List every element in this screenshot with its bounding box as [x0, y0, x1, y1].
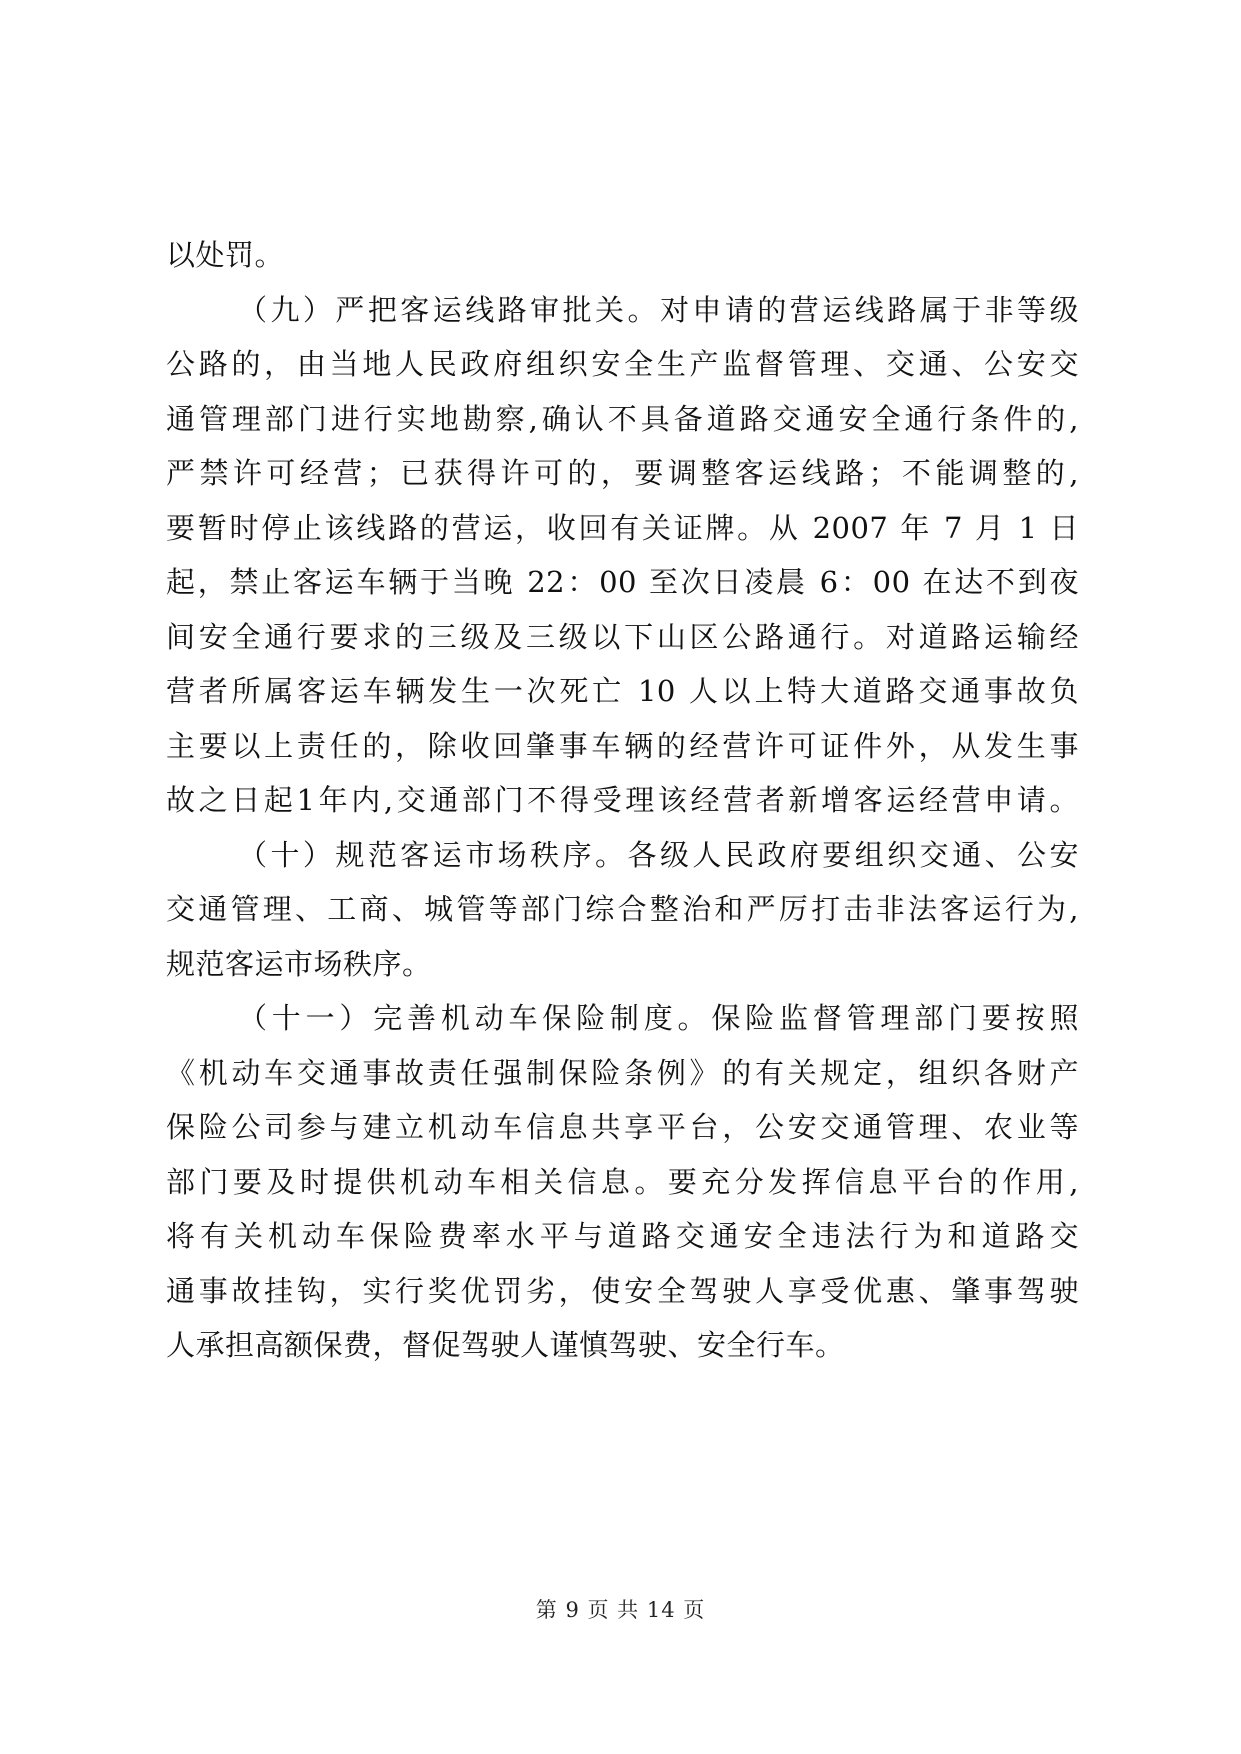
paragraph-line: 营者所属客运车辆发生一次死亡 10 人以上特大道路交通事故负 [166, 674, 1079, 708]
paragraph-line: 将有关机动车保险费率水平与道路交通安全违法行为和道路交 [166, 1219, 1079, 1253]
paragraph-line: 规范客运市场秩序。 [166, 946, 432, 981]
paragraph-line: 人承担高额保费，督促驾驶人谨慎驾驶、安全行车。 [166, 1328, 845, 1362]
paragraph-line: 通管理部门进行实地勘察,确认不具备道路交通安全通行条件的, [166, 401, 1079, 436]
paragraph-line: （十）规范客运市场秩序。各级人民政府要组织交通、公安 [238, 837, 1079, 872]
page-number-footer: 第 9 页 共 14 页 [535, 1598, 706, 1622]
paragraph-line: 以处罚。 [166, 238, 285, 272]
paragraph-line: 公路的，由当地人民政府组织安全生产监督管理、交通、公安交 [166, 347, 1079, 381]
paragraph-line: 要暂时停止该线路的营运，收回有关证牌。从 2007 年 7 月 1 日 [166, 510, 1079, 545]
body-text [166, 228, 1079, 1373]
paragraph-line: 通事故挂钩，实行奖优罚劣，使安全驾驶人享受优惠、肇事驾驶 [166, 1273, 1079, 1308]
paragraph-line: 交通管理、工商、城管等部门综合整治和严厉打击非法客运行为, [166, 892, 1079, 926]
paragraph-line: 严禁许可经营；已获得许可的，要调整客运线路；不能调整的, [166, 456, 1079, 490]
paragraph-line: （九）严把客运线路审批关。对申请的营运线路属于非等级 [238, 292, 1079, 327]
paragraph-line: 保险公司参与建立机动车信息共享平台，公安交通管理、农业等 [166, 1110, 1079, 1144]
paragraph-line: 起，禁止客运车辆于当晚 22：00 至次日凌晨 6：00 在达不到夜 [166, 565, 1079, 599]
paragraph-line: 主要以上责任的，除收回肇事车辆的经营许可证件外，从发生事 [166, 728, 1079, 763]
paragraph-line: 间安全通行要求的三级及三级以下山区公路通行。对道路运输经 [166, 619, 1079, 654]
paragraph-line: 部门要及时提供机动车相关信息。要充分发挥信息平台的作用, [166, 1164, 1079, 1199]
paragraph-line: （十一）完善机动车保险制度。保险监督管理部门要按照 [238, 1001, 1079, 1035]
paragraph-line: 故之日起1年内,交通部门不得受理该经营者新增客运经营申请。 [166, 783, 1079, 817]
paragraph-line: 《机动车交通事故责任强制保险条例》的有关规定，组织各财产 [166, 1055, 1079, 1090]
